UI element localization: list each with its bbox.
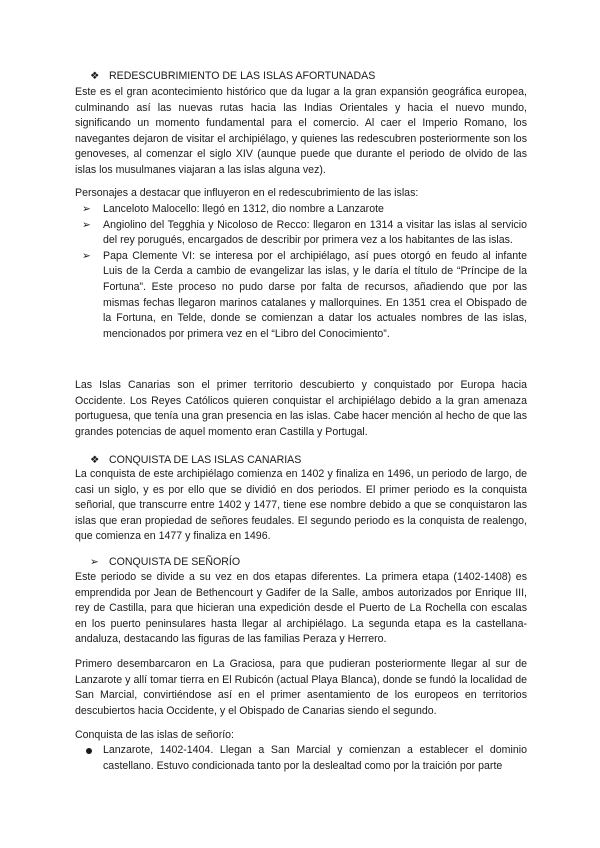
paragraph-redescubrimiento-intro: Este es el gran acontecimiento histórico que da lugar a la gran expansión geográfica europea, culminando así las nuevas rutas hacia las Indias Orientales y hacia el nuevo mundo, significando un momento fundamental para el comercio. Al caer el Imperio Romano, los navegantes dejaron de visitar el archipiélago, y quienes las redescubren posteriormente son los genoveses, al comenzar el siglo XIV (aunque puede que durante el periodo de olvido de las islas los musulmanes viajaran a las islas alguna vez). xyxy=(75,86,527,176)
diamond-bullet-icon: ❖ xyxy=(90,454,100,466)
list-item: ➢ Lanceloto Malocello: llegó en 1312, dio nombre a Lanzarote xyxy=(75,202,527,218)
arrow-bullet-icon: ➢ xyxy=(82,249,91,262)
list-item: ➢ Angiolino del Tegghia y Nicoloso de Recco: llegaron en 1314 a visitar las islas al servicio del rey porugués, encargados de describir por primera vez a los habitantes de las islas. xyxy=(82,218,527,247)
round-bullet-icon xyxy=(86,748,92,754)
arrow-bullet-icon: ➢ xyxy=(82,203,91,215)
section-heading-conquista: ❖ CONQUISTA DE LAS ISLAS CANARIAS xyxy=(90,453,301,469)
paragraph-personajes-intro: Personajes a destacar que influyeron en el redescubrimiento de las islas: xyxy=(75,187,419,199)
arrow-bullet-icon: ➢ xyxy=(82,218,91,231)
islas-senorio-list xyxy=(75,743,527,774)
paragraph-islas-canarias: Las Islas Canarias son el primer territorio descubierto y conquistado por Europa hacia Occidente. Los Reyes Católicos quieren conquistar el archipiélago debido a la gran amenaza portuguesa, que tenía una gran presencia en las islas. Cabe hacer mención al hecho de que las grandes potencias de aquel momento eran Castilla y Portugal. xyxy=(75,379,527,438)
diamond-bullet-icon: ❖ xyxy=(90,70,100,82)
list-item: Lanzarote, 1402-1404. Llegan a San Marcial y comienzan a establecer el dominio castellano. Estuvo condicionada tanto por la deslealtad como por la traición por parte xyxy=(75,743,527,774)
arrow-bullet-icon: ➢ xyxy=(90,556,99,568)
paragraph-la-graciosa: Primero desembarcaron en La Graciosa, para que pudieran posteriormente llegar al sur de Lanzarote y allí tomar tierra en El Rubicón (actual Playa Blanca), donde se fundó la localidad de San Marcial, convirtiéndose así en el primer asentamiento de los europeos en territorios descubiertos hacia Occidente, y el Obispado de Canarias siendo el segundo. xyxy=(75,658,527,717)
list-item: ➢ Papa Clemente VI: se interesa por el archipiélago, así pues otorgó en feudo al infante Luis de la Cerda a cambio de evangelizar las islas, y le daría el título de “Príncipe de la Fortuna”. Este proceso no pudo darse por falta de recursos, añadiendo que por las mismas fechas llegaron marinos catalanes y mallorquines. En 1351 crea el Obispado de la Fortuna, en Telde, donde se comienzan a datar los actuales nombres de las islas, mencionados por primera vez en el “Libro del Conocimiento”. xyxy=(82,249,527,340)
paragraph-senorio-etapas: Este periodo se divide a su vez en dos etapas diferentes. La primera etapa (1402-1408) es emprendida por Jean de Bethencourt y Gadifer de la Salle, ambos autorizados por Enrique III, rey de Castilla, para que hicieran una expedición desde el Puerto de La Rochella con escalas en los puerto peninsulares hasta llegar al archipiélago. La segunda etapa es la castellana-andaluza, destacando las figuras de las familias Peraza y Herrero. xyxy=(75,571,527,646)
paragraph-conquista-periodos: La conquista de este archipiélago comienza en 1402 y finaliza en 1496, un periodo de largo, de casi un siglo, y es por ello que se dividió en dos periodos. El primer periodo es la conquista señorial, que transcurre entre 1402 y 1477, tiene ese nombre debido a que se conquistaron las islas que eran propiedad de señores feudales. El segundo periodo es la conquista de realengo, que comienza en 1477 y finaliza en 1496. xyxy=(75,468,527,543)
section-heading-senorio: ➢ CONQUISTA DE SEÑORÍO xyxy=(90,555,240,571)
paragraph-islas-senorio-intro: Conquista de las islas de señorío: xyxy=(75,729,234,741)
section-heading-redescubrimiento: ❖ REDESCUBRIMIENTO DE LAS ISLAS AFORTUNADAS xyxy=(90,69,375,85)
personajes-list xyxy=(75,202,527,342)
